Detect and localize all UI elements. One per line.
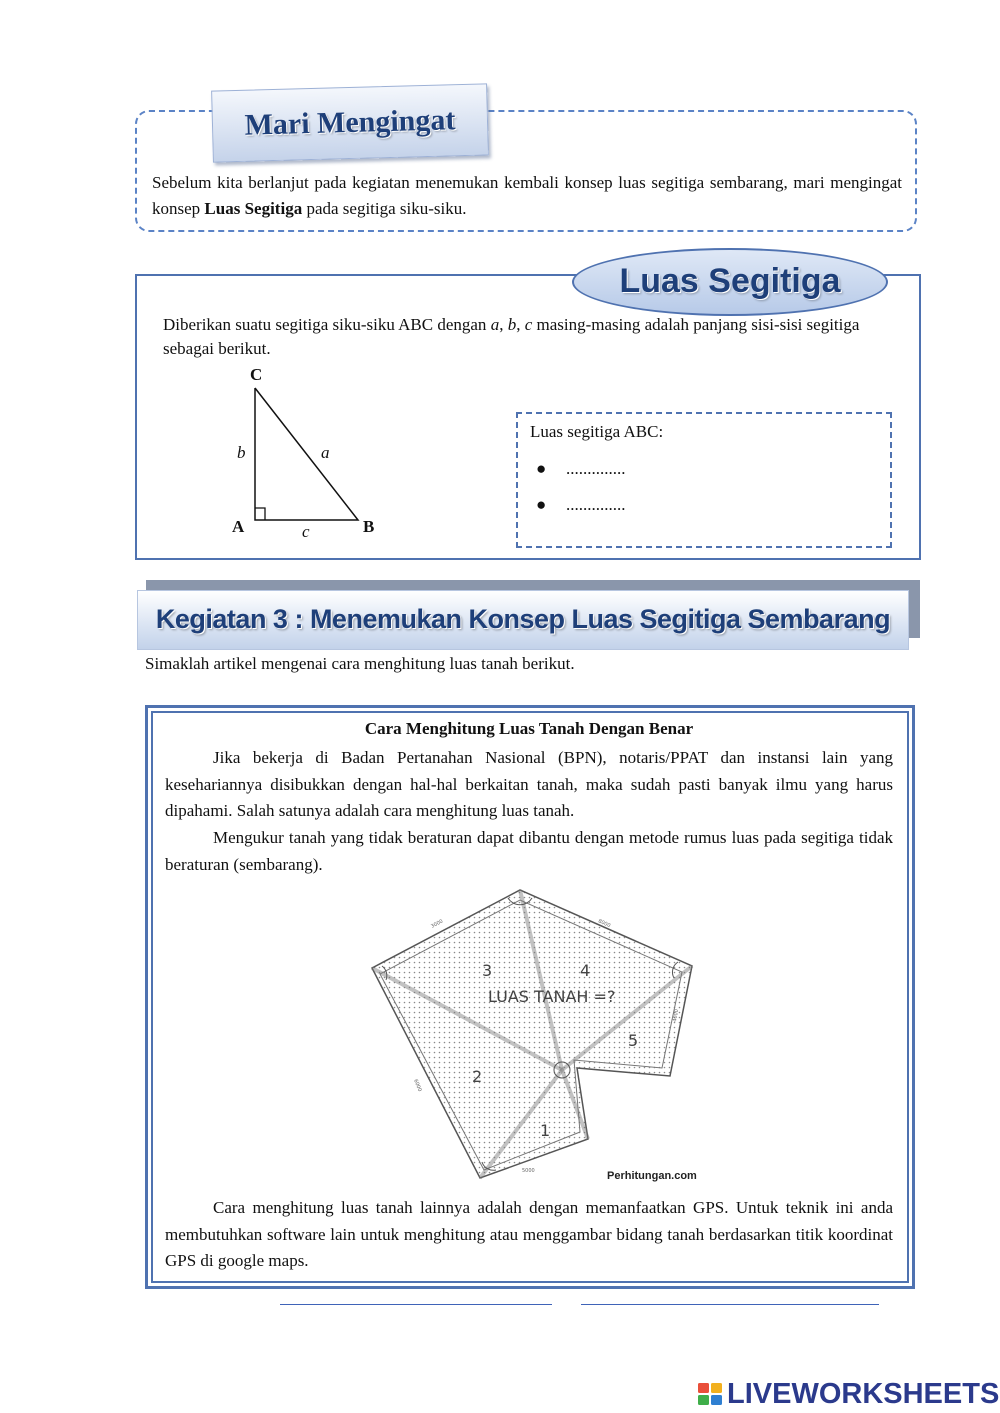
bullet-icon: ● (536, 459, 547, 478)
luas-segitiga-title: Luas Segitiga (572, 248, 888, 316)
area-title: Luas segitiga ABC: (530, 422, 664, 441)
side-a-label: a (321, 443, 330, 462)
article-paragraph-1: Jika bekerja di Badan Pertanahan Nasional (BPN), notaris/PPAT dan instansi lain yang kesehariannya disibukkan dengan hal-hal berkaitan tanah, maka sudah pasti banyak ilmu yang harus dipahami. Salah satunya adalah cara menghitung luas tanah. (165, 748, 893, 820)
dimension-label: 8000 (597, 918, 612, 930)
kegiatan-title: Kegiatan 3 : Menemukan Konsep Luas Segitiga Sembarang (137, 590, 909, 650)
triangle-shape (255, 388, 358, 520)
land-area-question: LUAS TANAH =? (488, 987, 616, 1006)
reminder-title: Mari Mengingat (211, 83, 489, 162)
answer-line[interactable] (280, 1304, 552, 1305)
article-title: Cara Menghitung Luas Tanah Dengan Benar (364, 719, 694, 738)
intro-text-part: masing-masing adalah panjang sisi-sisi segitiga sebagai berikut. (163, 315, 860, 358)
land-area-figure (362, 880, 702, 1190)
region-label-4: 4 (580, 961, 591, 980)
simak-instruction: Simaklah artikel mengenai cara menghitung luas tanah berikut. (145, 654, 575, 673)
reminder-text-part: pada segitiga siku-siku. (302, 199, 467, 218)
side-c-label: c (302, 522, 310, 541)
variable-b: b (507, 315, 517, 334)
liveworksheets-logo (697, 1377, 999, 1411)
answer-line[interactable] (581, 1304, 879, 1305)
side-b-label: b (237, 443, 246, 462)
area-answer-item[interactable] (536, 459, 626, 479)
region-label-1: 1 (540, 1121, 551, 1140)
bullet-icon: ● (536, 495, 547, 514)
separator: , (499, 315, 508, 334)
area-answer-item[interactable] (536, 495, 626, 515)
reminder-text-part: Sebelum kita berlanjut pada kegiatan menemukan kembali konsep luas segitiga sembarang, mari mengingat konsep (152, 173, 902, 218)
region-label-2: 2 (472, 1067, 483, 1086)
reminder-bold-term: Luas Segitiga (204, 199, 303, 218)
liveworksheets-icon (697, 1380, 725, 1408)
answer-blank[interactable]: .............. (566, 459, 626, 478)
right-angle-mark (255, 508, 265, 520)
figure-credit: Perhitungan.com (607, 1170, 697, 1182)
region-label-5: 5 (628, 1031, 639, 1050)
dimension-label: 3000 (430, 918, 445, 930)
vertex-a-label: A (232, 517, 245, 536)
variable-a: a (490, 315, 500, 334)
intro-text-part: Diberikan suatu segitiga siku-siku ABC dengan (163, 315, 491, 334)
dimension-label: 4000 (672, 1008, 681, 1023)
vertex-b-label: B (363, 517, 375, 536)
luas-intro-text (163, 313, 883, 361)
region-label-3: 3 (482, 961, 493, 980)
article-paragraph-2: Mengukur tanah yang tidak beraturan dapat dibantu dengan metode rumus luas pada segitiga tidak beraturan (sembarang). (165, 828, 893, 874)
variable-c: c (524, 315, 533, 334)
reminder-text (152, 170, 902, 222)
dimension-label: 5000 (522, 1168, 535, 1174)
liveworksheets-wordmark: LIVEWORKSHEETS (727, 1377, 1000, 1410)
dimension-label: 6000 (412, 1078, 423, 1093)
article-paragraph-3: Cara menghitung luas tanah lainnya adalah dengan memanfaatkan GPS. Untuk teknik ini anda membutuhkan software lain untuk menghitung atau menggambar bidang tanah berdasarkan titik koordinat GPS di google maps. (165, 1198, 893, 1270)
separator: , (516, 315, 525, 334)
right-triangle-figure (220, 360, 390, 545)
answer-blank[interactable]: .............. (566, 495, 626, 514)
vertex-c-label: C (250, 365, 263, 384)
